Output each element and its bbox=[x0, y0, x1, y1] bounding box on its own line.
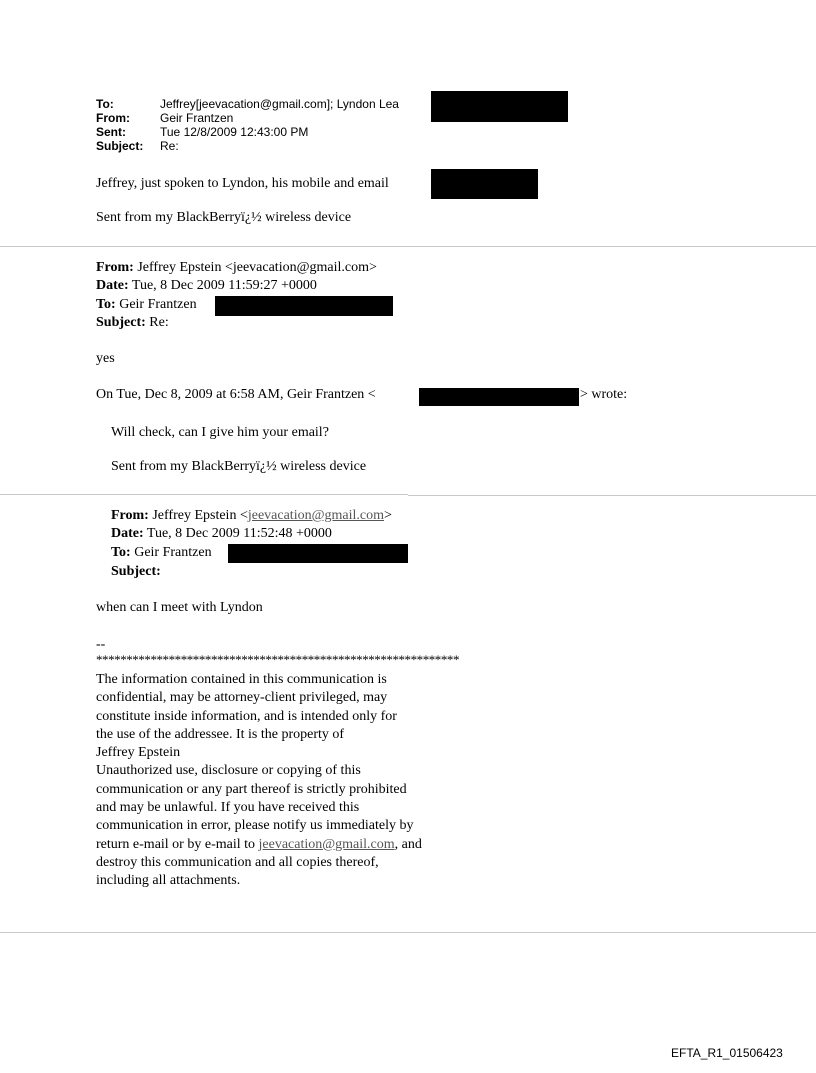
from-label: From: bbox=[96, 111, 130, 125]
disclaimer-line: including all attachments. bbox=[96, 873, 241, 889]
message3-from-label: From: bbox=[111, 508, 149, 523]
message1-signature: Sent from my BlackBerryï¿½ wireless device bbox=[96, 210, 352, 225]
message2-to-row bbox=[96, 296, 197, 314]
sent-value: Tue 12/8/2009 12:43:00 PM bbox=[160, 125, 309, 139]
sent-label: Sent: bbox=[96, 125, 126, 139]
message3-to-label: To: bbox=[111, 545, 131, 560]
to-label: To: bbox=[96, 97, 114, 111]
message2-to-label: To: bbox=[96, 297, 116, 312]
message2-from-row bbox=[96, 259, 377, 277]
divider bbox=[0, 246, 816, 247]
header-subject-row bbox=[96, 139, 399, 153]
return-suffix: , and bbox=[394, 836, 422, 852]
signature-dashes: -- bbox=[96, 637, 106, 652]
disclaimer-line: Jeffrey Epstein bbox=[96, 745, 181, 761]
header-sent-row bbox=[96, 125, 399, 139]
message3-body: when can I meet with Lyndon bbox=[96, 600, 263, 615]
quote-suffix: > wrote: bbox=[580, 387, 628, 402]
redaction-box bbox=[419, 388, 579, 406]
message3-subject-label: Subject: bbox=[111, 564, 161, 579]
header-to-row bbox=[96, 97, 399, 111]
message3-subject-row bbox=[111, 563, 161, 581]
message2-from-label: From: bbox=[96, 260, 134, 275]
disclaimer-line: constitute inside information, and is intended only for bbox=[96, 708, 397, 724]
message2-subject-value: Re: bbox=[149, 315, 169, 330]
disclaimer-line: the use of the addressee. It is the property of bbox=[96, 726, 345, 742]
disclaimer-line: communication or any part thereof is strictly prohibited bbox=[96, 781, 407, 797]
message3-to-row bbox=[111, 544, 212, 562]
quote-prefix: On Tue, Dec 8, 2009 at 6:58 AM, Geir Frantzen < bbox=[96, 387, 376, 402]
message3-date-label: Date: bbox=[111, 526, 144, 541]
message2-date-row bbox=[96, 277, 317, 295]
disclaimer-line: and may be unlawful. If you have received this bbox=[96, 800, 360, 816]
message2-body: yes bbox=[96, 351, 115, 366]
subject-value: Re: bbox=[160, 139, 179, 153]
message3-from-close: > bbox=[383, 508, 392, 523]
return-prefix: return e-mail or by e-mail to bbox=[96, 836, 259, 852]
disclaimer-line: Unauthorized use, disclosure or copying of this bbox=[96, 763, 361, 779]
message3-from-row bbox=[111, 507, 392, 525]
message3-date-row bbox=[111, 525, 332, 543]
divider bbox=[0, 932, 816, 933]
email-link[interactable]: jeevacation@gmail.com bbox=[247, 508, 384, 523]
disclaimer-return-line bbox=[96, 836, 422, 854]
quoted-signature: Sent from my BlackBerryï¿½ wireless device bbox=[111, 459, 367, 474]
from-value: Geir Frantzen bbox=[160, 111, 234, 125]
subject-label: Subject: bbox=[96, 139, 144, 153]
message2-subject-row bbox=[96, 314, 169, 332]
redaction-box bbox=[431, 91, 568, 122]
message3-date-value: Tue, 8 Dec 2009 11:52:48 +0000 bbox=[146, 526, 332, 541]
document-id: EFTA_R1_01506423 bbox=[671, 1046, 783, 1060]
message2-date-value: Tue, 8 Dec 2009 11:59:27 +0000 bbox=[131, 278, 317, 293]
quoted-body: Will check, can I give him your email? bbox=[111, 425, 329, 440]
header-from-row bbox=[96, 111, 399, 125]
email-header bbox=[96, 97, 399, 153]
divider bbox=[408, 495, 816, 496]
to-value: Jeffrey[jeevacation@gmail.com]; Lyndon Lea bbox=[160, 97, 399, 111]
disclaimer-line: destroy this communication and all copies thereof, bbox=[96, 854, 379, 870]
message3-to-value: Geir Frantzen bbox=[134, 545, 212, 560]
disclaimer-line: communication in error, please notify us immediately by bbox=[96, 818, 414, 834]
redaction-box bbox=[228, 544, 408, 563]
divider bbox=[0, 494, 408, 495]
message2-subject-label: Subject: bbox=[96, 315, 146, 330]
email-link[interactable]: jeevacation@gmail.com bbox=[258, 836, 395, 852]
disclaimer-text bbox=[96, 671, 422, 891]
message1-body: Jeffrey, just spoken to Lyndon, his mobile and email bbox=[96, 176, 389, 191]
disclaimer-line: The information contained in this communication is bbox=[96, 672, 387, 687]
signature-stars: ************************************************************ bbox=[96, 652, 460, 667]
redaction-box bbox=[215, 296, 393, 316]
message2-to-value: Geir Frantzen bbox=[119, 297, 197, 312]
disclaimer-line: confidential, may be attorney-client privileged, may bbox=[96, 690, 388, 706]
message3-from-name: Jeffrey Epstein < bbox=[152, 508, 248, 523]
message2-from-value: Jeffrey Epstein <jeevacation@gmail.com> bbox=[137, 260, 377, 275]
redaction-box bbox=[431, 169, 538, 199]
message2-date-label: Date: bbox=[96, 278, 129, 293]
